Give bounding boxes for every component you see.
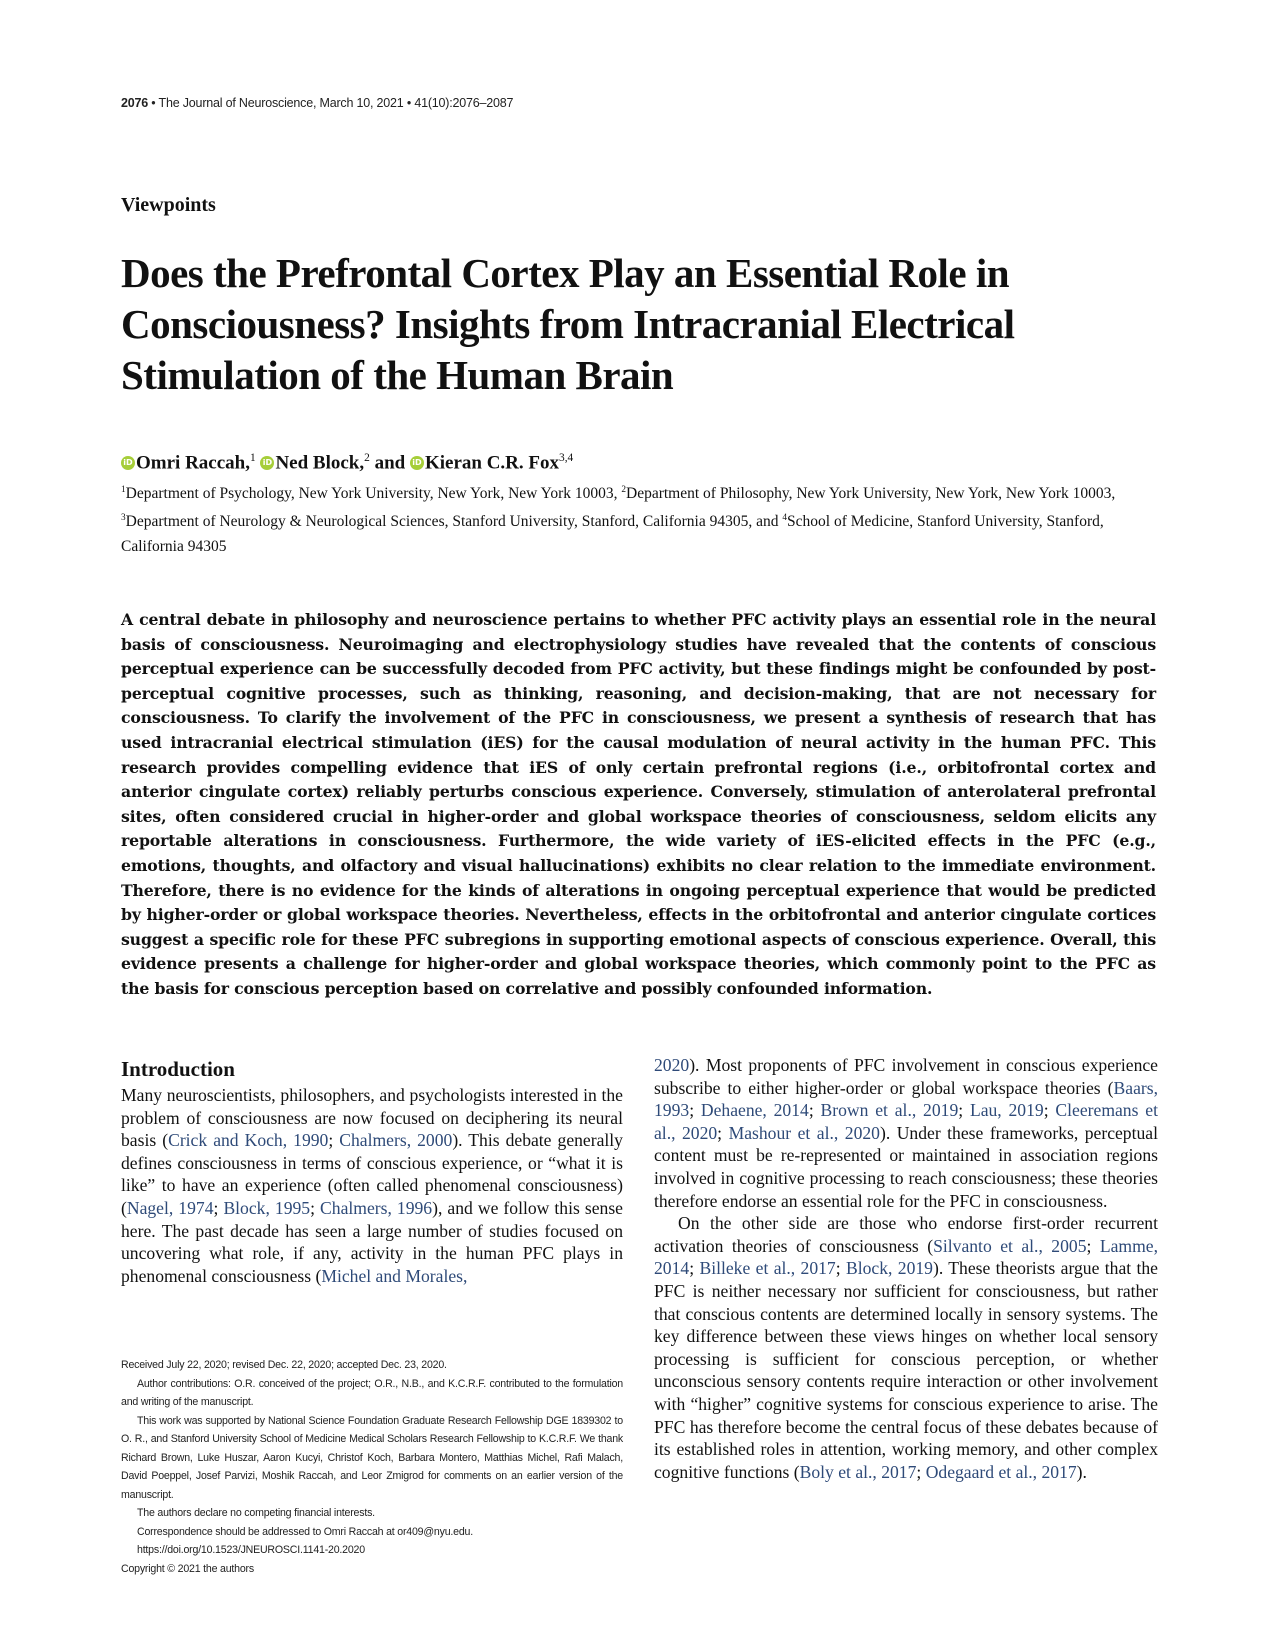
- paragraph-text: Many neuroscientists, philosophers, and psychologists interested in the problem of consciousness are now focused on deciphering its neural basis (: [121, 1085, 623, 1151]
- citation-link[interactable]: Block, 2019: [846, 1258, 933, 1279]
- journal-name: The Journal of Neuroscience, March 10, 2021: [158, 96, 404, 110]
- citation-link[interactable]: Brown et al., 2019: [820, 1100, 959, 1121]
- paragraph-text: ;: [1086, 1235, 1100, 1256]
- footnotes: [121, 1356, 623, 1578]
- paragraph-text: ;: [689, 1258, 700, 1279]
- citation-link[interactable]: Block, 1995: [223, 1197, 311, 1218]
- paragraph-text: ), and we follow this sense here. The past decade has seen a large number of studies focused on uncovering what role, if any, activity in the human PFC plays in phenomenal consciousness (: [121, 1197, 623, 1286]
- paragraph-text: ). Under these frameworks, perceptual content must be re-represented or maintained in association regions involved in cognitive processing to reach consciousness; these theories therefore endorse an essential role for the PFC in consciousness.: [654, 1122, 1158, 1211]
- citation-link[interactable]: Billeke et al., 2017: [699, 1258, 836, 1279]
- citation-link[interactable]: Michel and Morales,: [321, 1265, 468, 1286]
- paragraph-text: ;: [916, 1461, 926, 1482]
- paragraph-text: ;: [328, 1130, 340, 1151]
- running-head: [121, 96, 513, 110]
- right-column: [654, 1054, 1158, 1483]
- paragraph-text: ).: [1076, 1461, 1087, 1482]
- orcid-icon[interactable]: iD: [260, 456, 274, 470]
- author-name: Omri Raccah,: [136, 452, 250, 474]
- orcid-icon[interactable]: iD: [121, 456, 135, 470]
- citation-link[interactable]: Chalmers, 2000: [339, 1130, 453, 1151]
- orcid-icon[interactable]: iD: [410, 456, 424, 470]
- citation-link[interactable]: Dehaene, 2014: [700, 1100, 809, 1121]
- body-paragraph: [654, 1054, 1158, 1212]
- abstract: A central debate in philosophy and neuroscience pertains to whether PFC activity plays an essential role in the neural basis of consciousness. Neuroimaging and electrophysiology studies have revealed that the contents of conscious perceptual experience can be successfully decoded from PFC activity, but these findings might be confounded by post-perceptual cognitive processes, such as thinking, reasoning, and decision-making, that are not necessary for consciousness. To clarify the involvement of the PFC in consciousness, we present a synthesis of research that has used intracranial electrical stimulation (iES) for the causal modulation of neural activity in the human PFC. This research provides compelling evidence that iES of only certain prefrontal regions (i.e., orbitofrontal cortex and anterior cingulate cortex) reliably perturbs conscious experience. Conversely, stimulation of anterolateral prefrontal sites, often considered crucial in higher-order and global workspace theories of consciousness, seldom elicits any reportable alterations in consciousness. Furthermore, the wide variety of iES-elicited effects in the PFC (e.g., emotions, thoughts, and olfactory and visual hallucinations) exhibits no clear relation to the immediate environment. Therefore, there is no evidence for the kinds of alterations in ongoing perceptual experience that would be predicted by higher-order or global workspace theories. Nevertheless, effects in the orbitofrontal and anterior cingulate cortices suggest a specific role for these PFC subregions in supporting emotional aspects of conscious experience. Overall, this evidence presents a challenge for higher-order and global workspace theories, which commonly point to the PFC as the basis for conscious perception based on correlative and possibly confounded information.: [121, 610, 1156, 998]
- section-label: Viewpoints: [121, 194, 216, 216]
- right-column-text: [654, 1054, 1158, 1483]
- left-column: [121, 1056, 623, 1287]
- author-name: Ned Block,: [275, 452, 365, 474]
- citation-link[interactable]: Nagel, 1974: [126, 1197, 214, 1218]
- affiliation-text: Department of Psychology, New York University, New York, New York 10003,: [125, 485, 622, 503]
- affiliation-number: 1: [121, 485, 126, 495]
- paragraph-text: ;: [835, 1258, 846, 1279]
- citation-link[interactable]: Boly et al., 2017: [799, 1461, 917, 1482]
- citation-link[interactable]: Baars, 1993: [654, 1077, 1158, 1121]
- affiliations: [121, 478, 1156, 559]
- body-paragraph: [121, 1084, 623, 1287]
- paragraph-text: ;: [310, 1197, 321, 1218]
- affiliation-text: School of Medicine, Stanford University, Stanford, California 94305: [121, 513, 1104, 556]
- competing-interests: The authors declare no competing financial interests.: [137, 1507, 375, 1519]
- paragraph-text: ). These theorists argue that the PFC is neither necessary nor sufficient for consciousness, but rather that conscious contents are determined locally in sensory systems. The key difference between these views hinges on whether local sensory processing is sufficient for conscious perception, or whether unconscious sensory contents require interaction or other involvement with “higher” cognitive systems for conscious experience to arise. The PFC has therefore become the central focus of these debates because of its established roles in attention, working memory, and other complex cognitive functions (: [654, 1258, 1158, 1482]
- affiliation-number: 3: [121, 513, 126, 524]
- paragraph-text: ). Most proponents of PFC involvement in conscious experience subscribe to either higher-order or global workspace theories (: [654, 1055, 1158, 1098]
- citation-link[interactable]: Odegaard et al., 2017: [925, 1461, 1077, 1482]
- citation-link[interactable]: Lau, 2019: [969, 1100, 1044, 1121]
- author-affiliation-number: 2: [364, 452, 370, 464]
- affiliation-number: 2: [621, 485, 627, 495]
- citation-link[interactable]: 2020: [654, 1055, 690, 1075]
- author-affiliation-number: 1: [249, 452, 256, 464]
- paragraph-text: ;: [717, 1122, 729, 1143]
- correspondence: Correspondence should be addressed to Omri Raccah at or409@nyu.edu.: [137, 1525, 473, 1538]
- citation-link[interactable]: Mashour et al., 2020: [728, 1122, 880, 1143]
- paragraph-text: ). This debate generally defines consciousness in terms of conscious experience, or “what it is like” to have an experience (often called phenomenal consciousness) (: [121, 1130, 623, 1218]
- paragraph-text: ;: [958, 1100, 970, 1121]
- author-conjunction: and: [369, 452, 406, 474]
- affiliation-text: Department of Philosophy, New York University, New York, New York 10003,: [626, 485, 1116, 503]
- copyright: Copyright © 2021 the authors: [121, 1562, 254, 1575]
- paragraph-text: ;: [689, 1100, 701, 1121]
- author-name: Kieran C.R. Fox: [424, 452, 560, 474]
- header-separator: •: [406, 96, 412, 110]
- body-paragraph: [654, 1212, 1158, 1483]
- funding-acknowledgments: This work was supported by National Science Foundation Graduate Research Fellowship DGE 1839302 to O. R., and Stanford University School of Medicine Medical Scholars Research Fellowship to K.C.R.F. We thank Richard Brown, Luke Huszar, Aaron Kucyi, Christof Koch, Barbara Montero, Matthias Michel, Rafi Malach, David Poeppel, Josef Parvizi, Moshik Raccah, and Leor Zmigrod for comments on an earlier version of the manuscript.: [121, 1414, 623, 1501]
- citation-link[interactable]: Crick and Koch, 1990: [168, 1130, 329, 1151]
- received-dates: Received July 22, 2020; revised Dec. 22, 2020; accepted Dec. 23, 2020.: [121, 1359, 447, 1371]
- doi-link[interactable]: https://doi.org/10.1523/JNEUROSCI.1141-20.2020: [137, 1544, 365, 1556]
- left-column-text: [121, 1084, 623, 1287]
- author-list: [121, 452, 573, 474]
- citation-link[interactable]: Lamme, 2014: [654, 1235, 1158, 1279]
- citation-link[interactable]: Silvanto et al., 2005: [933, 1235, 1087, 1256]
- header-separator: •: [151, 96, 156, 110]
- citation-link[interactable]: Cleeremans et al., 2020: [654, 1100, 1158, 1143]
- paragraph-text: ;: [213, 1197, 224, 1218]
- affiliation-text: Department of Neurology & Neurological Sciences, Stanford University, Stanford, California 94305, and: [125, 513, 783, 531]
- citation-link[interactable]: Chalmers, 1996: [320, 1197, 433, 1218]
- paragraph-text: ;: [808, 1100, 821, 1121]
- article-title: Does the Prefrontal Cortex Play an Essential Role in Consciousness? Insights from Intracranial Electrical Stimulation of the Human Brain: [121, 250, 1015, 398]
- paragraph-text: On the other side are those who endorse first-order recurrent activation theories of consciousness (: [654, 1213, 1158, 1256]
- page-number: 2076: [121, 96, 149, 110]
- affiliation-number: 4: [782, 513, 788, 524]
- volume-issue: 41(10):2076–2087: [414, 96, 514, 110]
- author-contributions: Author contributions: O.R. conceived of the project; O.R., N.B., and K.C.R.F. contributed to the formulation and writing of the manuscript.: [121, 1377, 623, 1408]
- introduction-heading: Introduction: [121, 1057, 235, 1081]
- paragraph-text: ;: [1043, 1100, 1056, 1121]
- author-affiliation-number: 3,4: [559, 452, 574, 464]
